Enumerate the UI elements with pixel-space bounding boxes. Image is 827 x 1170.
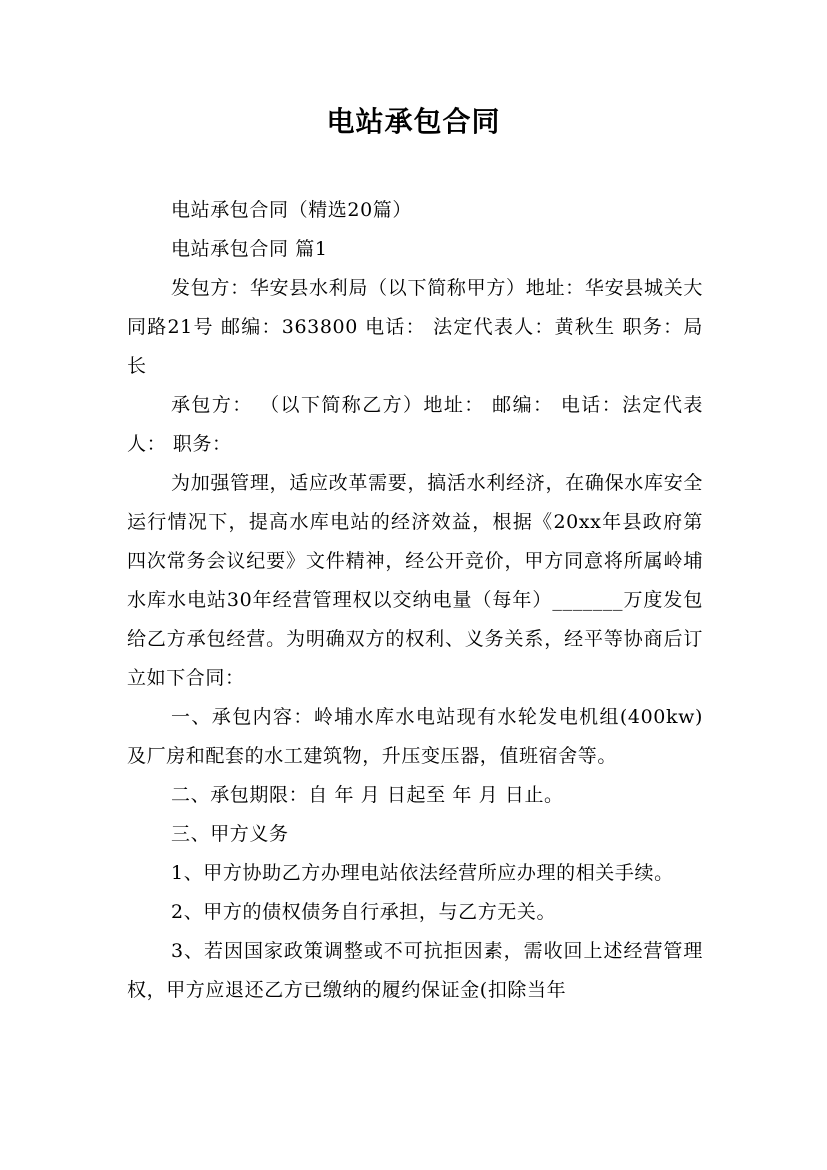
paragraph-party-a: 发包方：华安县水利局（以下简称甲方）地址：华安县城关大同路21号 邮编：363800 电话： 法定代表人：黄秋生 职务：局长 <box>127 277 703 377</box>
paragraph-obligation-1: 1、甲方协助乙方办理电站依法经营所应办理的相关手续。 <box>171 862 674 884</box>
paragraph-subtitle: 电站承包合同（精选20篇） <box>171 199 412 221</box>
paragraph-section-heading: 电站承包合同 篇1 <box>171 238 328 260</box>
paragraph-obligation-2: 2、甲方的债权债务自行承担，与乙方无关。 <box>171 901 557 923</box>
paragraph-clause-2: 二、承包期限：自 年 月 日起至 年 月 日止。 <box>171 784 564 806</box>
document-title: 电站承包合同 <box>326 105 501 138</box>
paragraph-party-b: 承包方： （以下简称乙方）地址： 邮编： 电话：法定代表人： 职务： <box>127 394 703 455</box>
paragraph-preamble: 为加强管理，适应改革需要，搞活水利经济，在确保水库安全运行情况下，提高水库电站的经济效益，根据《20xx年县政府第四次常务会议纪要》文件精神，经公开竞价，甲方同意将所属岭埔水库水电站30年经营管理权以交纳电量（每年）_______万度发包给乙方承包经营。为明确双方的权利、义务关系，经平等协商后订立如下合同： <box>127 472 703 689</box>
paragraph-clause-1: 一、承包内容：岭埔水库水电站现有水轮发电机组(400kw)及厂房和配套的水工建筑物，升压变压器，值班宿舍等。 <box>127 706 703 767</box>
document-body <box>127 191 703 1010</box>
paragraph-obligation-3: 3、若因国家政策调整或不可抗拒因素，需收回上述经营管理权，甲方应退还乙方已缴纳的履约保证金(扣除当年 <box>127 940 703 1001</box>
paragraph-clause-3-heading: 三、甲方义务 <box>171 823 289 845</box>
